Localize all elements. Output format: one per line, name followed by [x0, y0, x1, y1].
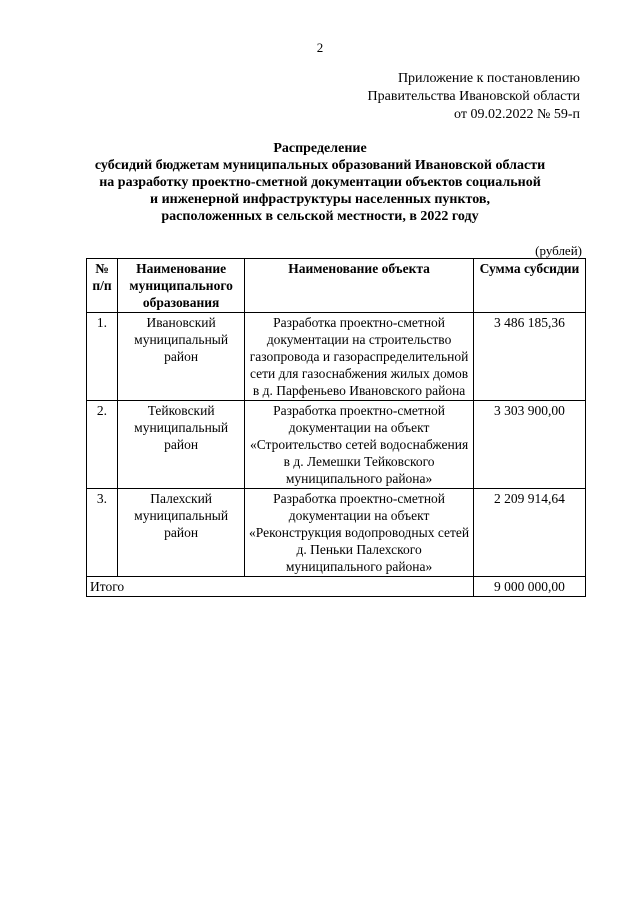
row-sum: 3 303 900,00 [473, 401, 585, 489]
row-municipality: Тейковский муниципальный район [117, 401, 244, 489]
title-line-3: на разработку проектно-сметной документации объектов социальной [99, 175, 541, 190]
table-row [87, 313, 586, 401]
appendix-line-3: от 09.02.2022 № 59-п [454, 107, 580, 122]
appendix-line-1: Приложение к постановлению [397, 71, 580, 86]
row-municipality: Ивановский муниципальный район [117, 313, 244, 401]
title-line-5: расположенных в сельской местности, в 2022 году [161, 209, 479, 224]
total-sum: 9 000 000,00 [473, 577, 585, 597]
total-label: Итого [87, 577, 474, 597]
appendix-header [368, 70, 580, 124]
document-title [60, 140, 580, 225]
title-line-4: и инженерной инфраструктуры населенных пунктов, [150, 192, 490, 207]
header-sum: Сумма субсидии [473, 259, 585, 313]
appendix-line-2: Правительства Ивановской области [367, 89, 580, 104]
currency-note: (рублей) [535, 243, 582, 258]
total-row [87, 577, 586, 597]
header-object: Наименование объекта [245, 259, 474, 313]
row-num: 2. [87, 401, 118, 489]
row-num: 3. [87, 489, 118, 577]
table-row [87, 489, 586, 577]
row-object: Разработка проектно-сметной документации на объект «Строительство сетей водоснабжения в д. Лемешки Тейковского муниципального района» [245, 401, 474, 489]
header-municipality: Наименование муниципального образования [117, 259, 244, 313]
table-row [87, 401, 586, 489]
title-line-1: Распределение [273, 141, 367, 156]
subsidy-table [86, 258, 586, 597]
header-num: № п/п [87, 259, 118, 313]
row-municipality: Палехский муниципальный район [117, 489, 244, 577]
row-num: 1. [87, 313, 118, 401]
title-line-2: субсидий бюджетам муниципальных образований Ивановской области [94, 158, 546, 173]
row-sum: 2 209 914,64 [473, 489, 585, 577]
table-header-row [87, 259, 586, 313]
row-object: Разработка проектно-сметной документации на строительство газопровода и газораспределительной сети для газоснабжения жилых домов в д. Парфеньево Ивановского района [245, 313, 474, 401]
row-sum: 3 486 185,36 [473, 313, 585, 401]
row-object: Разработка проектно-сметной документации на объект «Реконструкция водопроводных сетей д. Пеньки Палехского муниципального района» [245, 489, 474, 577]
page-number: 2 [316, 40, 324, 55]
